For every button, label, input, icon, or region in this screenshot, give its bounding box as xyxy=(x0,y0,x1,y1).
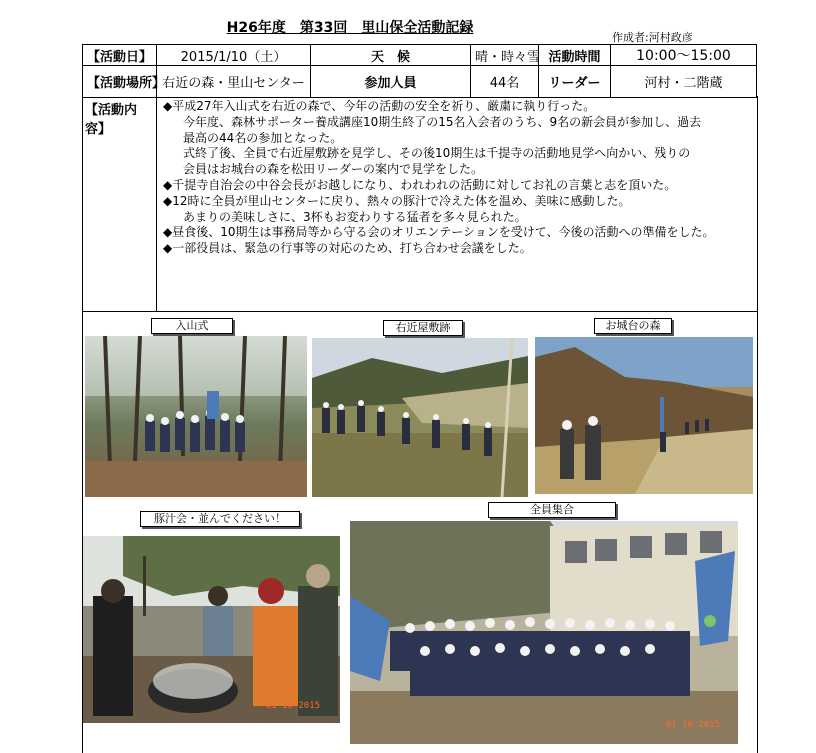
author-label: 作成者:河村政彦 xyxy=(612,31,693,44)
forest-ceremony-image xyxy=(85,336,307,497)
group-photo-image xyxy=(350,521,738,744)
content-line: あまりの美味しさに、3杯もお変わりする猛者を多々見られた。 xyxy=(183,209,527,224)
page-title: H26年度 第33回 里山保全活動記録 xyxy=(226,20,474,36)
leader-label: リーダー xyxy=(539,66,611,98)
caption-tonjiru-party: 豚汁会・並んでください！ xyxy=(140,511,300,527)
time-value: 10:00～15:00 xyxy=(611,45,757,66)
content-line: ◆12時に全員が里山センターに戻り、熱々の豚汁で冷えた体を温め、美味に感動した。 xyxy=(163,193,631,208)
place-value: 右近の森・里山センター xyxy=(157,66,311,98)
content-line: 最高の44名の参加となった。 xyxy=(183,130,343,145)
content-label: 【活動内容】 xyxy=(83,96,157,311)
caption-entry-ceremony: 入山式 xyxy=(151,318,233,334)
weather-label: 天 候 xyxy=(311,45,471,66)
caption-ukon-residence: 右近屋敷跡 xyxy=(383,320,463,336)
content-line: 式終了後、全員で右近屋敷跡を見学し、その後10期生は千提寺の活動地見学へ向かい、残りの xyxy=(183,146,691,161)
date-label: 【活動日】 xyxy=(83,45,157,66)
info-table xyxy=(82,44,757,98)
people-value: 44名 xyxy=(471,66,539,98)
date-stamp: 01 10 2015 xyxy=(265,701,320,711)
caption-oshirodai-forest: お城台の森 xyxy=(594,318,672,334)
time-label: 活動時間 xyxy=(539,45,611,66)
leader-value: 河村・二階蔵 xyxy=(611,66,757,98)
place-label: 【活動場所】 xyxy=(83,66,157,98)
activity-content-box xyxy=(82,96,758,312)
photo-group xyxy=(350,521,738,744)
photo-ukon-residence xyxy=(312,338,528,497)
content-line: ◆一部役員は、緊急の行事等の対応のため、打ち合わせ会議をした。 xyxy=(163,241,532,256)
forest-walk-image xyxy=(535,337,753,494)
photo-entry-ceremony xyxy=(85,336,307,497)
caption-group-photo: 全員集合 xyxy=(488,502,616,518)
date-stamp: 01 10 2015 xyxy=(665,720,720,730)
content-line: 会員はお城台の森を松田リーダーの案内で見学をした。 xyxy=(183,162,484,177)
content-line: ◆千提寺自治会の中谷会長がお越しになり、われわれの活動に対してお礼の言葉と志を頂いた。 xyxy=(163,177,677,192)
residence-site-image xyxy=(312,338,528,497)
tonjiru-serving-image xyxy=(83,536,340,723)
people-label: 参加人員 xyxy=(311,66,471,98)
photo-tonjiru-party xyxy=(83,536,340,723)
photo-oshirodai-forest xyxy=(535,337,753,494)
content-line: ◆平成27年入山式を右近の森で、今年の活動の安全を祈り、厳粛に執り行った。 xyxy=(163,99,596,113)
date-value: 2015/1/10（土） xyxy=(157,45,311,66)
content-text xyxy=(163,99,753,257)
weather-value: 晴・時々雪 xyxy=(471,45,539,66)
content-line: 今年度、森林サポーター養成講座10期生終了の15名入会者のうち、9名の新会員が参加し、過去 xyxy=(183,114,702,129)
content-line: ◆昼食後、10期生は事務局等から守る会のオリエンテーションを受けて、今後の活動への準備をした。 xyxy=(163,225,715,240)
